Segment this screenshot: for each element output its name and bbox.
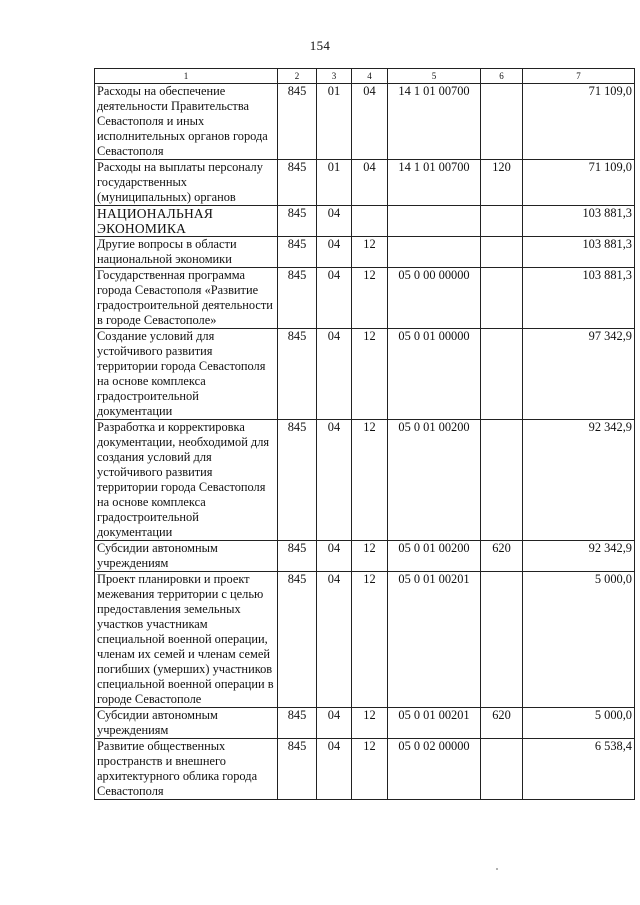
cell-target: [388, 206, 481, 237]
cell-target: [388, 237, 481, 268]
col-header-type: 6: [481, 69, 523, 84]
cell-type: [481, 237, 523, 268]
cell-section: 04: [317, 572, 352, 708]
cell-type: [481, 84, 523, 160]
cell-grbs: 845: [278, 268, 317, 329]
cell-grbs: 845: [278, 237, 317, 268]
cell-section: 04: [317, 739, 352, 800]
cell-name: Расходы на обеспечение деятельности Правительства Севастополя и иных исполнительных органов города Севастополя: [95, 84, 278, 160]
cell-grbs: 845: [278, 160, 317, 206]
col-header-name: 1: [95, 69, 278, 84]
cell-type: 620: [481, 541, 523, 572]
table-row: [95, 268, 635, 329]
cell-target: 05 0 02 00000: [388, 739, 481, 800]
cell-subsection: 12: [352, 541, 388, 572]
cell-subsection: 04: [352, 160, 388, 206]
cell-name: Создание условий для устойчивого развития территории города Севастополя на основе комплекса градостроительной документации: [95, 329, 278, 420]
cell-subsection: 12: [352, 708, 388, 739]
cell-subsection: [352, 206, 388, 237]
cell-target: 05 0 01 00200: [388, 541, 481, 572]
cell-section: 04: [317, 206, 352, 237]
cell-section: 04: [317, 708, 352, 739]
cell-name: Субсидии автономным учреждениям: [95, 541, 278, 572]
cell-amount: 92 342,9: [523, 420, 635, 541]
cell-target: 05 0 01 00000: [388, 329, 481, 420]
cell-subsection: 12: [352, 329, 388, 420]
cell-name: Развитие общественных пространств и внешнего архитектурного облика города Севастополя: [95, 739, 278, 800]
cell-section: 04: [317, 329, 352, 420]
cell-name: Другие вопросы в области национальной экономики: [95, 237, 278, 268]
cell-type: 120: [481, 160, 523, 206]
table-row: [95, 329, 635, 420]
cell-subsection: 12: [352, 420, 388, 541]
cell-target: 14 1 01 00700: [388, 84, 481, 160]
cell-target: 05 0 01 00200: [388, 420, 481, 541]
table-row: [95, 206, 635, 237]
cell-section: 04: [317, 541, 352, 572]
table-row: [95, 708, 635, 739]
table-row: [95, 420, 635, 541]
cell-target: 14 1 01 00700: [388, 160, 481, 206]
cell-amount: 71 109,0: [523, 160, 635, 206]
cell-type: [481, 206, 523, 237]
cell-amount: 103 881,3: [523, 206, 635, 237]
cell-type: [481, 739, 523, 800]
cell-type: [481, 329, 523, 420]
cell-name: Разработка и корректировка документации, необходимой для создания условий для устойчивого развития территории города Севастополя на основе комплекса градостроительной документации: [95, 420, 278, 541]
cell-name: НАЦИОНАЛЬНАЯ ЭКОНОМИКА: [95, 206, 278, 237]
cell-target: 05 0 01 00201: [388, 572, 481, 708]
cell-type: [481, 268, 523, 329]
cell-section: 04: [317, 420, 352, 541]
cell-subsection: 12: [352, 268, 388, 329]
cell-section: 04: [317, 268, 352, 329]
table-row: [95, 84, 635, 160]
cell-amount: 5 000,0: [523, 572, 635, 708]
cell-grbs: 845: [278, 572, 317, 708]
cell-name: Государственная программа города Севастополя «Развитие градостроительной деятельности в городе Севастополе»: [95, 268, 278, 329]
scan-speck: [496, 868, 498, 870]
cell-section: 01: [317, 160, 352, 206]
cell-grbs: 845: [278, 84, 317, 160]
cell-name: Субсидии автономным учреждениям: [95, 708, 278, 739]
cell-grbs: 845: [278, 329, 317, 420]
table-row: [95, 572, 635, 708]
cell-amount: 103 881,3: [523, 237, 635, 268]
cell-subsection: 04: [352, 84, 388, 160]
table-row: [95, 541, 635, 572]
cell-amount: 6 538,4: [523, 739, 635, 800]
cell-subsection: 12: [352, 739, 388, 800]
cell-type: [481, 420, 523, 541]
cell-subsection: 12: [352, 572, 388, 708]
budget-table: [94, 68, 635, 800]
table-body: [95, 84, 635, 800]
cell-name: Проект планировки и проект межевания территории с целью предоставления земельных участков участникам специальной военной операции, членам их семей и членам семей погибших (умерших) участников специальной военной операции в городе Севастополе: [95, 572, 278, 708]
cell-grbs: 845: [278, 420, 317, 541]
cell-amount: 97 342,9: [523, 329, 635, 420]
cell-amount: 92 342,9: [523, 541, 635, 572]
cell-grbs: 845: [278, 206, 317, 237]
cell-target: 05 0 00 00000: [388, 268, 481, 329]
header-row: [95, 69, 635, 84]
page-number: 154: [309, 38, 331, 53]
cell-section: 04: [317, 237, 352, 268]
col-header-section: 3: [317, 69, 352, 84]
cell-type: 620: [481, 708, 523, 739]
col-header-target: 5: [388, 69, 481, 84]
col-header-subsection: 4: [352, 69, 388, 84]
cell-name: Расходы на выплаты персоналу государственных (муниципальных) органов: [95, 160, 278, 206]
cell-amount: 5 000,0: [523, 708, 635, 739]
cell-section: 01: [317, 84, 352, 160]
cell-target: 05 0 01 00201: [388, 708, 481, 739]
cell-grbs: 845: [278, 708, 317, 739]
table-row: [95, 237, 635, 268]
cell-grbs: 845: [278, 739, 317, 800]
col-header-grbs: 2: [278, 69, 317, 84]
cell-type: [481, 572, 523, 708]
col-header-amount: 7: [523, 69, 635, 84]
cell-subsection: 12: [352, 237, 388, 268]
table-row: [95, 739, 635, 800]
table-row: [95, 160, 635, 206]
cell-amount: 103 881,3: [523, 268, 635, 329]
cell-amount: 71 109,0: [523, 84, 635, 160]
cell-grbs: 845: [278, 541, 317, 572]
